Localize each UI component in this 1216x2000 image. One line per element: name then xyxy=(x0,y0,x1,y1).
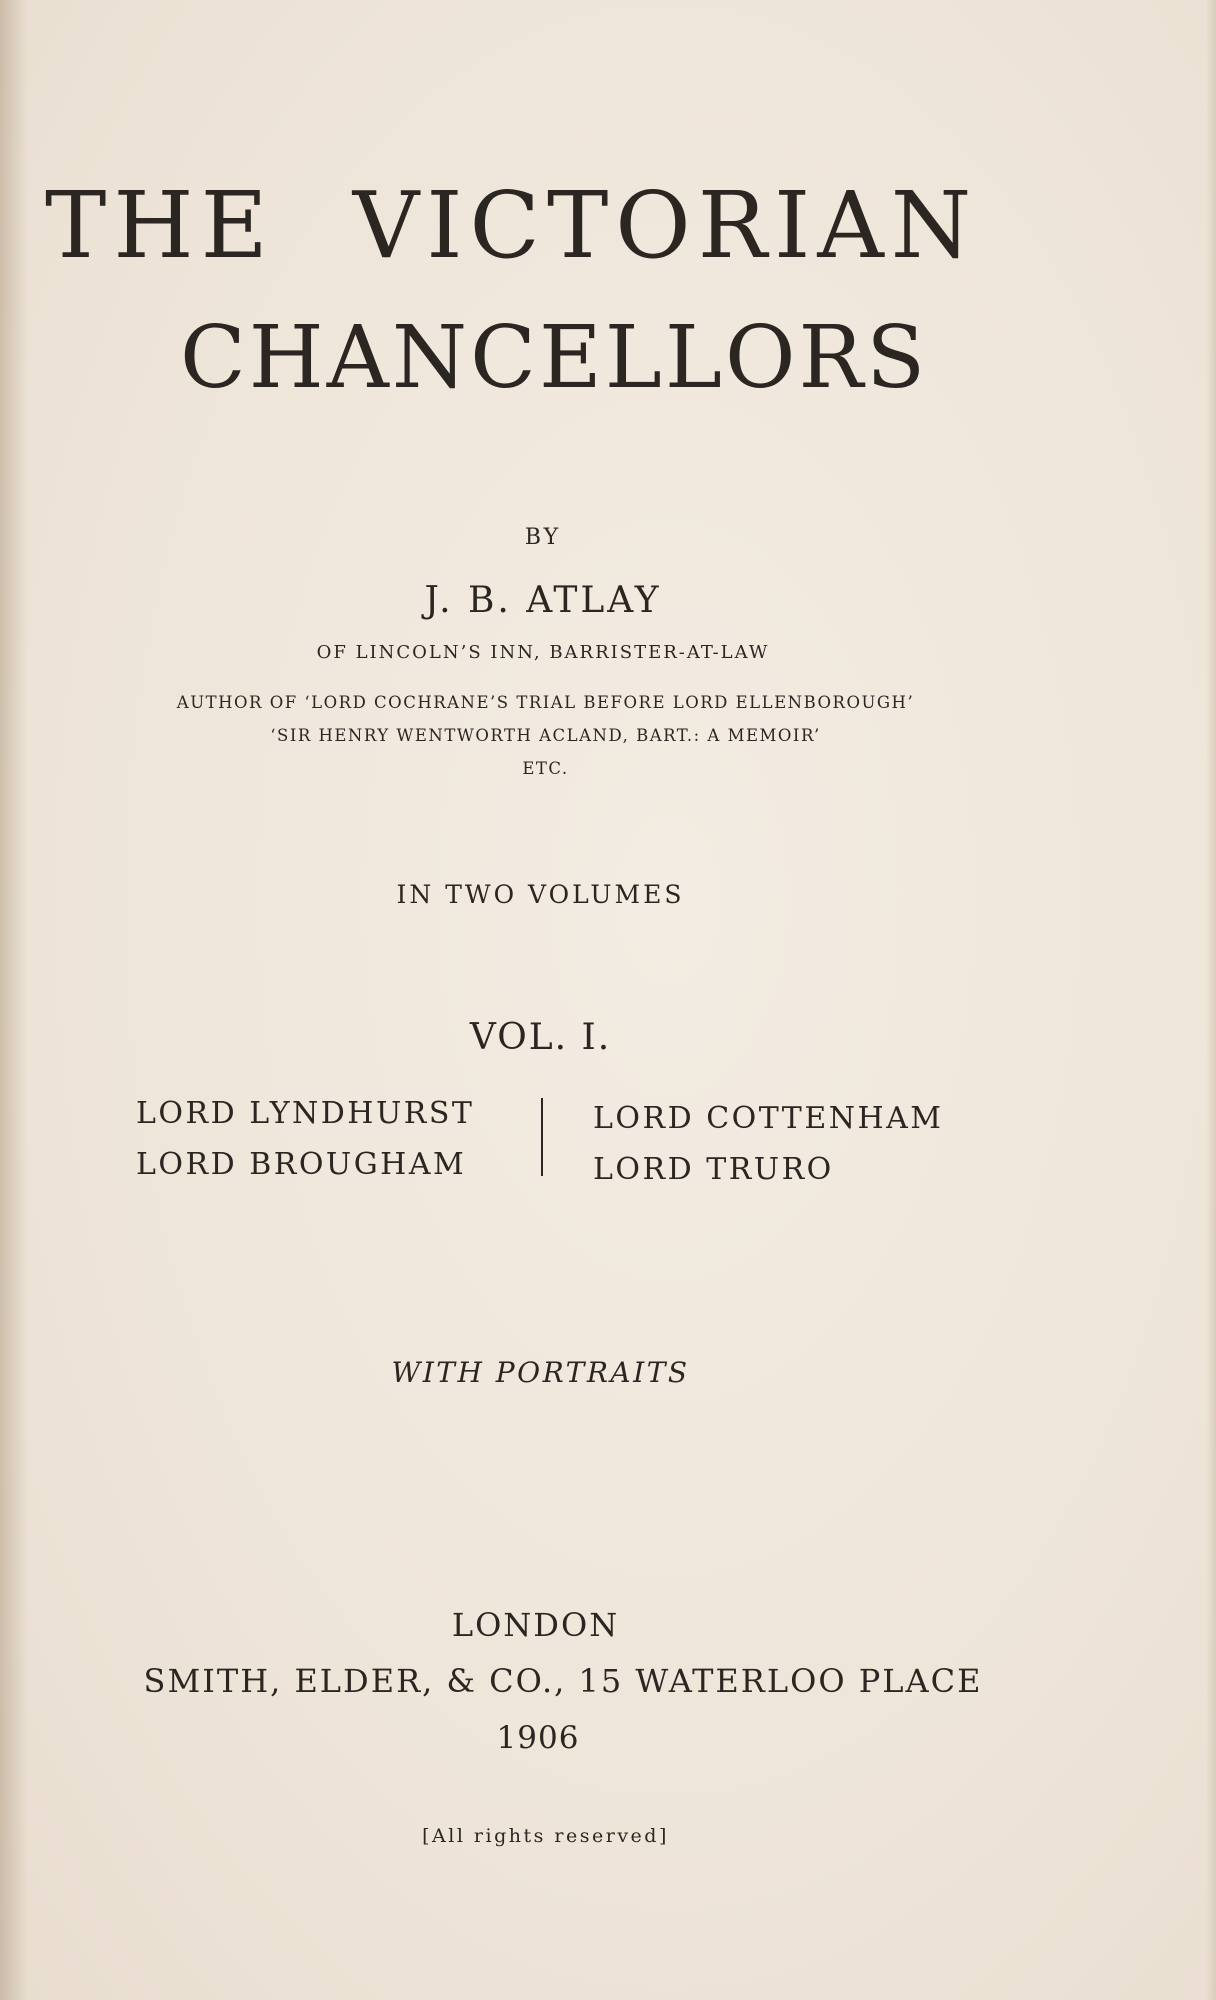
credit-line: ‘SIR HENRY WENTWORTH ACLAND, BART.: A MEMOIR’ xyxy=(270,726,821,745)
page-edge xyxy=(1206,0,1216,2000)
page-gutter-shadow xyxy=(0,0,28,2000)
imprint-city: LONDON xyxy=(451,1606,620,1644)
contents-item: LORD TRURO xyxy=(593,1152,834,1187)
credit-line: ETC. xyxy=(522,759,569,778)
author-name: J. B. ATLAY xyxy=(424,580,662,621)
author-affiliation: OF LINCOLN’S INN, BARRISTER-AT-LAW xyxy=(316,642,770,663)
illustrations-note: WITH PORTRAITS xyxy=(391,1356,690,1389)
contents-item: LORD BROUGHAM xyxy=(136,1147,467,1182)
volume-number: VOL. I. xyxy=(469,1017,612,1058)
imprint-publisher: SMITH, ELDER, & CO., 15 WATERLOO PLACE xyxy=(143,1662,983,1700)
book-title-line-1 xyxy=(45,172,1076,279)
contents-item: LORD COTTENHAM xyxy=(593,1101,944,1136)
byline-by: BY xyxy=(524,525,562,550)
author-credits xyxy=(0,686,1091,785)
volume-count: IN TWO VOLUMES xyxy=(396,880,685,909)
contents-column-left xyxy=(136,1088,474,1190)
volume-contents xyxy=(136,1088,956,1198)
title-word-the: THE xyxy=(45,172,275,279)
contents-column-right xyxy=(593,1093,944,1195)
book-title-line-2: CHANCELLORS xyxy=(180,308,929,408)
imprint-year: 1906 xyxy=(496,1720,580,1756)
contents-item: LORD LYNDHURST xyxy=(136,1096,475,1131)
title-word-victorian: VICTORIAN xyxy=(352,172,979,279)
contents-divider xyxy=(541,1098,543,1176)
credit-line: AUTHOR OF ‘LORD COCHRANE’S TRIAL BEFORE LORD ELLENBOROUGH’ xyxy=(176,693,915,712)
rights-notice: [All rights reserved] xyxy=(422,1825,669,1847)
